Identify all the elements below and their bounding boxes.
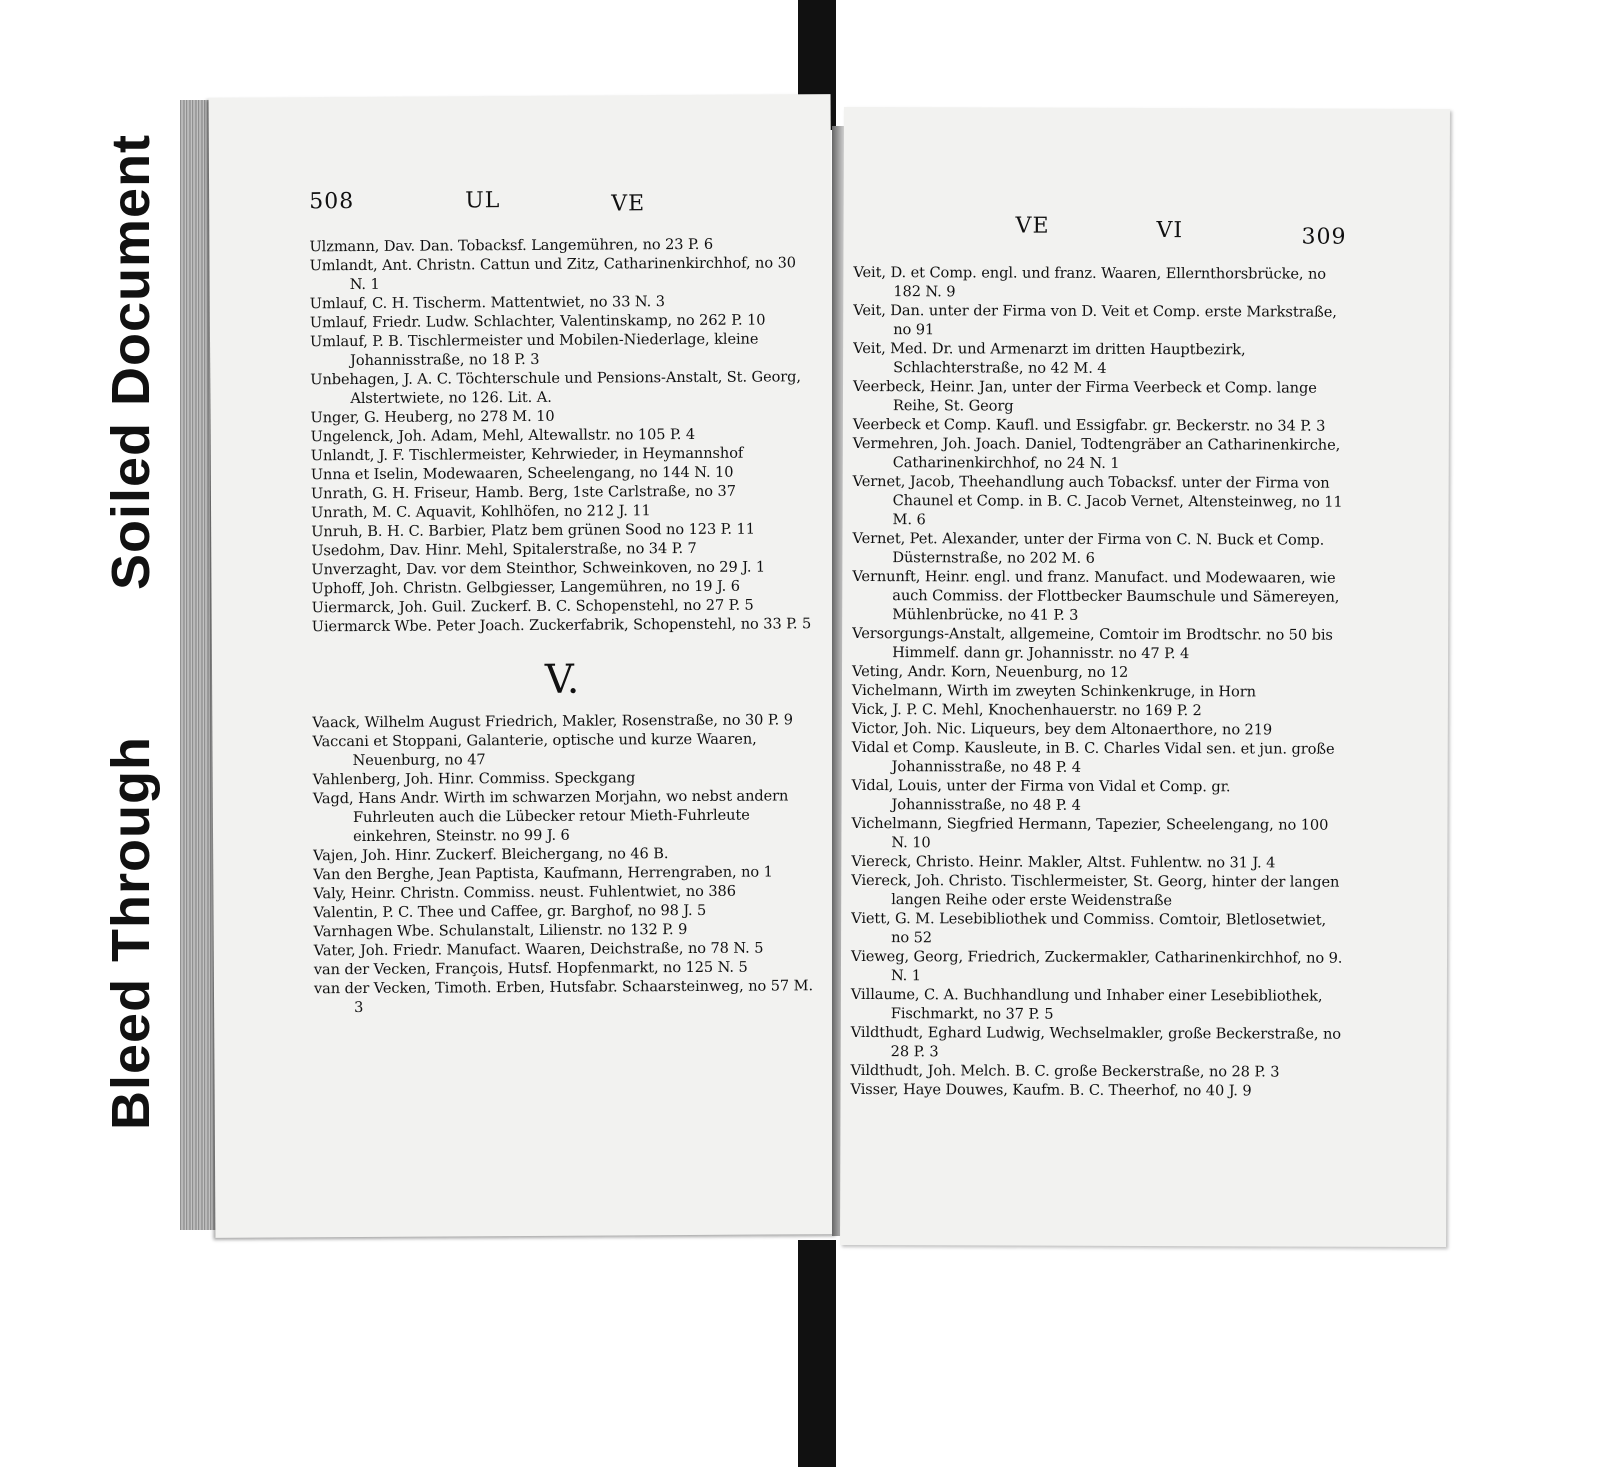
directory-entry: Vidal et Comp. Kausleute, in B. C. Charles Vidal sen. et jun. große Johannisstraße, no 48 P. 4	[851, 738, 1335, 776]
directory-entry: Unrath, G. H. Friseur, Hamb. Berg, 1ste Carlstraße, no 37	[310, 482, 736, 503]
directory-entry: Vidal, Louis, unter der Firma von Vidal et Comp. gr. Johannisstraße, no 48 P. 4	[851, 776, 1231, 814]
soiled-document-label: Soiled Document	[101, 133, 161, 590]
directory-entry: Uiermarck Wbe. Peter Joach. Zuckerfabrik, Schopenstehl, no 33 P. 5	[311, 615, 812, 636]
directory-entry: Vildthudt, Eghard Ludwig, Wechselmakler, große Beckerstraße, no 28 P. 3	[850, 1023, 1342, 1061]
directory-entry: Valy, Heinr. Christn. Commiss. neust. Fuhlentwiet, no 386	[313, 882, 736, 903]
directory-entry: Veting, Andr. Korn, Neuenburg, no 12	[851, 662, 1129, 681]
running-header-left: VE	[1015, 213, 1050, 239]
directory-entry: Umlauf, C. H. Tischerm. Mattentwiet, no 33 N. 3	[309, 293, 665, 313]
bleed-through-label: Bleed Through	[101, 736, 161, 1130]
directory-entry: Valentin, P. C. Thee und Caffee, gr. Barghof, no 98 J. 5	[313, 901, 707, 922]
running-header-left: UL	[465, 188, 501, 214]
directory-entry: Visser, Haye Douwes, Kaufm. B. C. Theerhof, no 40 J. 9	[850, 1080, 1252, 1100]
running-header-right: VI	[1156, 218, 1184, 244]
directory-entry: Unlandt, J. F. Tischlermeister, Kehrwieder, in Heymannshof	[310, 444, 744, 465]
directory-entry: Versorgungs-Anstalt, allgemeine, Comtoir im Brodtschr. no 50 bis Himmelf. dann gr. Johannisstr. no 47 P. 4	[852, 624, 1333, 663]
directory-entry: Unger, G. Heuberg, no 278 M. 10	[310, 407, 555, 427]
directory-entry: Vernunft, Heinr. engl. und franz. Manufact. und Modewaaren, wie auch Commiss. der Flottbecker Baumschule und Sämereyen, Mühlenbrücke, no 41 P. 3	[852, 567, 1340, 624]
directory-entry: Vick, J. P. C. Mehl, Knochenhauerstr. no 169 P. 2	[851, 700, 1202, 720]
directory-entry: Umlandt, Ant. Christn. Cattun und Zitz, Catharinenkirchhof, no 30 N. 1	[309, 254, 796, 294]
directory-entry: Vaack, Wilhelm August Friedrich, Makler, Rosenstraße, no 30 P. 9	[312, 711, 793, 732]
directory-entry: Vajen, Joh. Hinr. Zuckerf. Bleichergang, no 46 B.	[313, 845, 669, 865]
directory-entry: Unrath, M. C. Aquavit, Kohlhöfen, no 212 J. 11	[311, 502, 651, 522]
directory-entry: Victor, Joh. Nic. Liqueurs, bey dem Altonaerthore, no 219	[851, 719, 1273, 739]
directory-entry: Uiermarck, Joh. Guil. Zuckerf. B. C. Schopenstehl, no 27 P. 5	[311, 596, 754, 617]
directory-entry: Veerbeck, Heinr. Jan, unter der Firma Veerbeck et Comp. lange Reihe, St. Georg	[852, 377, 1317, 415]
directory-entry: Vaccani et Stoppani, Galanterie, optische und kurze Waaren, Neuenburg, no 47	[312, 730, 757, 770]
directory-entry: Uphoff, Joh. Christn. Gelbgiesser, Langemühren, no 19 J. 6	[311, 577, 740, 598]
directory-entry: Vahlenberg, Joh. Hinr. Commiss. Speckgang	[312, 769, 636, 789]
directory-entry: Viereck, Joh. Christo. Tischlermeister, St. Georg, hinter der langen langen Reihe oder erste Weidenstraße	[851, 871, 1340, 910]
directory-entry: Viett, G. M. Lesebibliothek und Commiss. Comtoir, Bletlosetwiet, no 52	[851, 909, 1327, 947]
directory-entry: van der Vecken, Timoth. Erben, Hutsfabr. Schaarsteinweg, no 57 M. 3	[313, 977, 814, 1017]
directory-entry: Veit, Dan. unter der Firma von D. Veit et Comp. erste Markstraße, no 91	[853, 301, 1337, 339]
directory-entry: Vichelmann, Wirth im zweyten Schinkenkruge, in Horn	[851, 681, 1256, 701]
binding-strip-bottom	[798, 1240, 836, 1467]
left-page	[209, 94, 838, 1238]
running-header-right: VE	[611, 191, 646, 217]
directory-entry: Vernet, Pet. Alexander, unter der Firma von C. N. Buck et Comp. Düsternstraße, no 202 M. 6	[852, 529, 1325, 567]
directory-entry: Usedohm, Dav. Hinr. Mehl, Spitalerstraße, no 34 P. 7	[311, 539, 697, 560]
directory-entry: Unbehagen, J. A. C. Töchterschule und Pensions-Anstalt, St. Georg, Alstertwiete, no 126. Lit. A.	[310, 368, 801, 408]
directory-entry: Vernet, Jacob, Theehandlung auch Tobacksf. unter der Firma von Chaunel et Comp. in B. C. Jacob Vernet, Altensteinweg, no 11 M. 6	[852, 472, 1343, 529]
directory-entry: Ulzmann, Dav. Dan. Tobacksf. Langemühren, no 23 P. 6	[309, 235, 714, 256]
directory-entries	[309, 234, 814, 1017]
entry-list-ve-vi	[851, 263, 1346, 1101]
directory-entry: Vieweg, Georg, Friedrich, Zuckermakler, Catharinenkirchhof, no 9. N. 1	[850, 947, 1343, 985]
entry-list-v	[312, 710, 814, 1017]
page-number: 309	[1301, 224, 1347, 250]
page-number: 508	[309, 189, 355, 215]
directory-entry: Vermehren, Joh. Joach. Daniel, Todtengräber an Catharinenkirche, Catharinenkirchhof, no 24 N. 1	[852, 434, 1341, 472]
directory-entry: Vildthudt, Joh. Melch. B. C. große Beckerstraße, no 28 P. 3	[850, 1061, 1280, 1081]
directory-entry: Veit, Med. Dr. und Armenarzt im dritten Hauptbezirk, Schlachterstraße, no 42 M. 4	[853, 339, 1246, 377]
directory-entry: Viereck, Christo. Heinr. Makler, Altst. Fuhlentw. no 31 J. 4	[851, 852, 1276, 872]
directory-entry: Umlauf, Friedr. Ludw. Schlachter, Valentinskamp, no 262 P. 10	[309, 311, 766, 332]
entry-list-u	[309, 234, 811, 636]
directory-entry: Ungelenck, Joh. Adam, Mehl, Altewallstr. no 105 P. 4	[310, 425, 696, 446]
directory-entry: Veit, D. et Comp. engl. und franz. Waaren, Ellernthorsbrücke, no 182 N. 9	[853, 263, 1327, 301]
directory-entry: Vichelmann, Siegfried Hermann, Tapezier, Scheelengang, no 100 N. 10	[851, 814, 1329, 852]
directory-entry: Varnhagen Wbe. Schulanstalt, Lilienstr. no 132 P. 9	[313, 921, 688, 941]
directory-entry: Unna et Iselin, Modewaaren, Scheelengang, no 144 N. 10	[310, 463, 734, 484]
directory-entry: Villaume, C. A. Buchhandlung und Inhaber einer Lesebibliothek, Fischmarkt, no 37 P. 5	[850, 985, 1323, 1023]
right-page	[840, 107, 1450, 1247]
directory-entry: Vater, Joh. Friedr. Manufact. Waaren, Deichstraße, no 78 N. 5	[313, 939, 764, 960]
directory-entry: Unruh, B. H. C. Barbier, Platz bem grünen Sood no 123 P. 11	[311, 520, 755, 541]
directory-entry: Unverzaght, Dav. vor dem Steinthor, Schweinkoven, no 29 J. 1	[311, 558, 766, 579]
directory-entries	[851, 263, 1346, 1101]
letter-heading: V.	[544, 656, 580, 703]
directory-entry: Umlauf, P. B. Tischlermeister und Mobilen-Niederlage, kleine Johannisstraße, no 18 P. 3	[309, 330, 759, 370]
directory-entry: Vagd, Hans Andr. Wirth im schwarzen Morjahn, wo nebst andern Fuhrleuten auch die Lübecker retour Mieth-Fuhrleute einkehren, Steinstr. no 99 J. 6	[312, 787, 789, 846]
directory-entry: van der Vecken, François, Hutsf. Hopfenmarkt, no 125 N. 5	[313, 958, 748, 979]
directory-entry: Veerbeck et Comp. Kaufl. und Essigfabr. gr. Beckerstr. no 34 P. 3	[852, 415, 1326, 435]
directory-entry: Van den Berghe, Jean Paptista, Kaufmann, Herrengraben, no 1	[313, 863, 773, 884]
